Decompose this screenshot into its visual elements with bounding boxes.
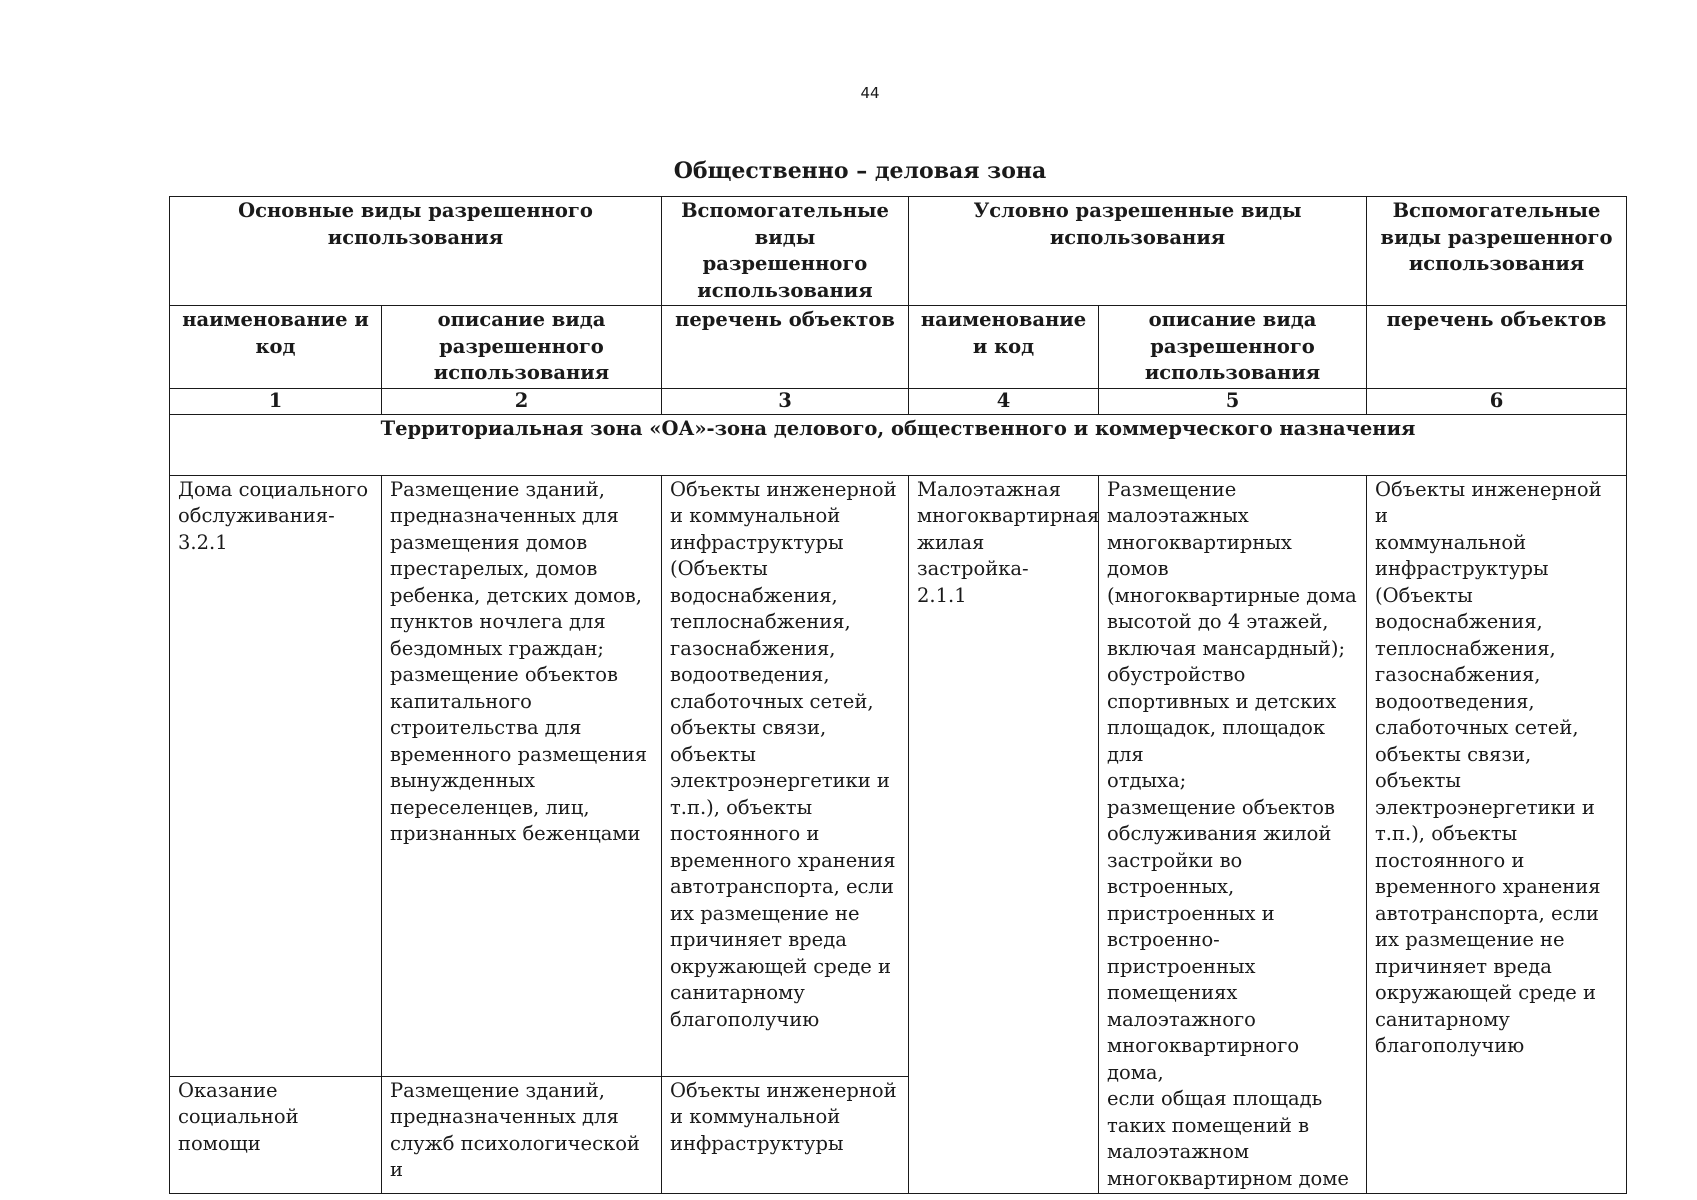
header-description-conditional: описание вида разрешенного использования (1099, 306, 1367, 389)
header-row-groups (170, 197, 1627, 306)
header-name-code-conditional: наименование и код (909, 306, 1099, 389)
use-name-code: Дома социального обслуживания- 3.2.1 (170, 475, 382, 1076)
column-number: 4 (909, 388, 1099, 414)
use-description: Размещение зданий, предназначенных для размещения домов престарелых, домов ребенка, детских домов, пунктов ночлега для бездомных граждан; размещение объектов капитального строительства для временного размещения вынужденных переселенцев, лиц, признанных беженцами (382, 475, 662, 1076)
header-objects-list-conditional: перечень объектов (1367, 306, 1627, 389)
header-description: описание вида разрешенного использования (382, 306, 662, 389)
zone-heading: Территориальная зона «ОА»-зона делового, общественного и коммерческого назначения (170, 414, 1627, 475)
column-number: 5 (1099, 388, 1367, 414)
use-objects: Объекты инженерной и коммунальной инфраструктуры (662, 1076, 909, 1193)
table-row (170, 475, 1627, 1076)
column-number-row (170, 388, 1627, 414)
header-auxiliary-uses-conditional: Вспомогательные виды разрешенного использования (1367, 197, 1627, 306)
conditional-use-objects: Объекты инженерной и коммунальной инфраструктуры (Объекты водоснабжения, теплоснабжения, газоснабжения, водоотведения, слаботочных сетей, объекты связи, объекты электроэнергетики и т.п.), объекты постоянного и временного хранения автотранспорта, если их размещение не причиняет вреда окружающей среде и санитарному благополучию (1367, 475, 1627, 1194)
column-number: 3 (662, 388, 909, 414)
column-number: 2 (382, 388, 662, 414)
zone-table (169, 196, 1627, 1194)
page-number: 44 (860, 84, 880, 102)
use-description: Размещение зданий, предназначенных для служб психологической и (382, 1076, 662, 1193)
conditional-use-name-code: Малоэтажная многоквартирная жилая застройка- 2.1.1 (909, 475, 1099, 1194)
header-objects-list: перечень объектов (662, 306, 909, 389)
header-main-uses: Основные виды разрешенного использования (170, 197, 662, 306)
zone-heading-row (170, 414, 1627, 475)
header-auxiliary-uses: Вспомогательные виды разрешенного использования (662, 197, 909, 306)
header-conditional-uses: Условно разрешенные виды использования (909, 197, 1367, 306)
conditional-use-description: Размещение малоэтажных многоквартирных домов (многоквартирные дома высотой до 4 этажей, включая мансардный); обустройство спортивных и детских площадок, площадок для отдыха; размещение объектов обслуживания жилой застройки во встроенных, пристроенных и встроенно- пристроенных помещениях малоэтажного многоквартирного дома, если общая площадь таких помещений в малоэтажном многоквартирном доме (1099, 475, 1367, 1194)
use-name-code: Оказание социальной помощи (170, 1076, 382, 1193)
document-title: Общественно – деловая зона (673, 158, 1047, 184)
column-number: 6 (1367, 388, 1627, 414)
column-number: 1 (170, 388, 382, 414)
header-name-code: наименование и код (170, 306, 382, 389)
header-row-columns (170, 306, 1627, 389)
use-objects: Объекты инженерной и коммунальной инфраструктуры (Объекты водоснабжения, теплоснабжения, газоснабжения, водоотведения, слаботочных сетей, объекты связи, объекты электроэнергетики и т.п.), объекты постоянного и временного хранения автотранспорта, если их размещение не причиняет вреда окружающей среде и санитарному благополучию (662, 475, 909, 1076)
